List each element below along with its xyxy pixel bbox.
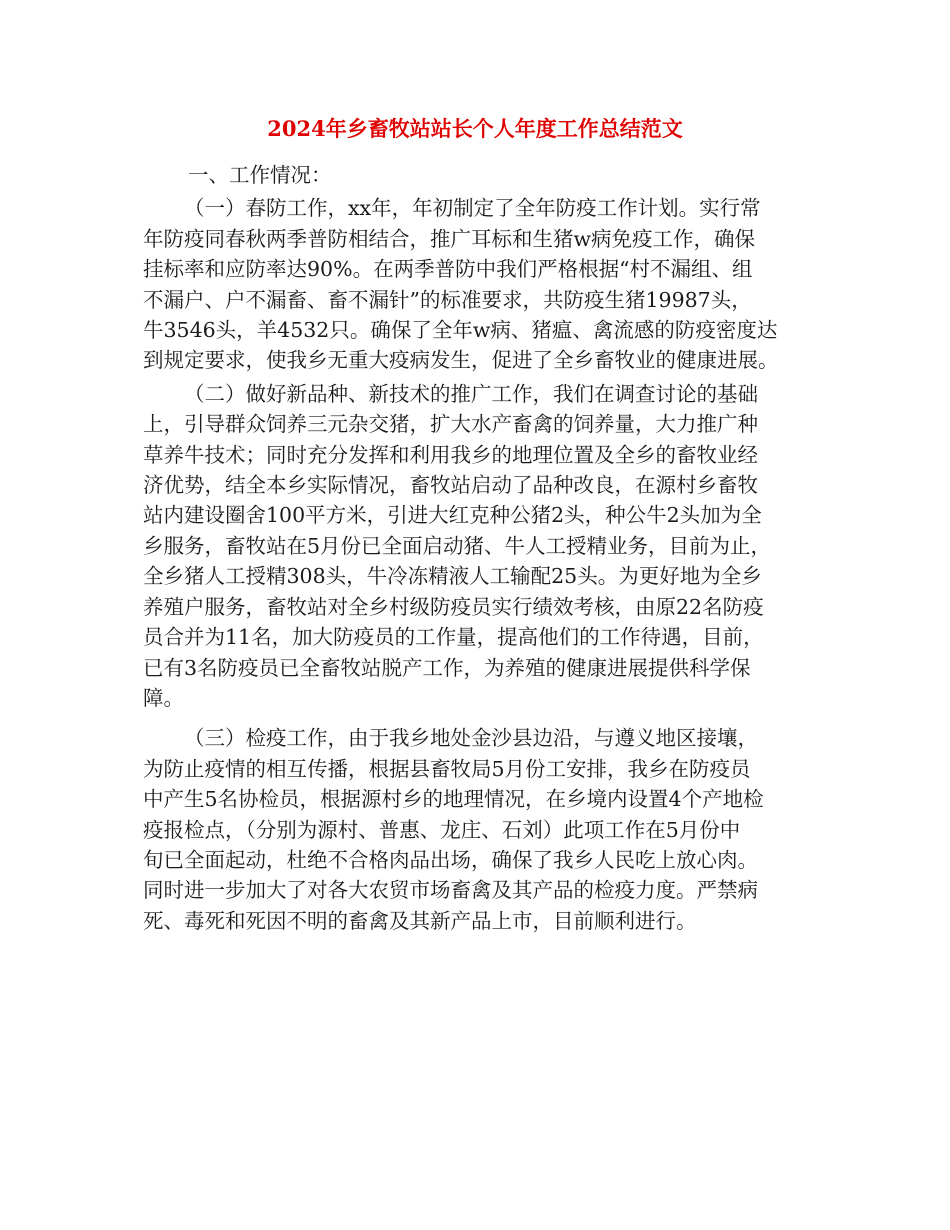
paragraph-line: 牛3546头，羊4532只。确保了全年w病、猪瘟、禽流感的防疫密度达	[143, 318, 778, 343]
paragraph-line: 障。	[143, 685, 184, 710]
paragraph-line: 为防止疫情的相互传播，根据县畜牧局5月份工安排，我乡在防疫员	[143, 756, 751, 781]
paragraph-line: 年防疫同春秋两季普防相结合，推广耳标和生猪w病免疫工作，确保	[143, 226, 756, 251]
section-heading: 一、工作情况：	[188, 163, 332, 187]
paragraph-line: 疫报检点，（分别为源村、普惠、龙庄、石刘）此项工作在5月份中	[143, 817, 741, 842]
paragraph-new-breeds	[143, 379, 813, 713]
paragraph-line: 旬已全面起动，杜绝不合格肉品出场，确保了我乡人民吃上放心肉。	[143, 847, 758, 872]
paragraph-quarantine	[143, 723, 813, 936]
paragraph-line: 站内建设圈舍100平方米，引进大红克种公猪2头，种公牛2头加为全	[143, 503, 762, 528]
paragraph-line: 上，引导群众饲养三元杂交猪，扩大水产畜禽的饲养量，大力推广种	[143, 412, 758, 437]
paragraph-line: 全乡猪人工授精308头，牛冷冻精液人工输配25头。为更好地为全乡	[143, 564, 762, 589]
paragraph-line: 死、毒死和死因不明的畜禽及其新产品上市，目前顺利进行。	[143, 908, 697, 933]
paragraph-spring-prevention	[143, 193, 813, 375]
paragraph-line: （二）做好新品种、新技术的推广工作，我们在调查讨论的基础	[184, 381, 758, 406]
paragraph-line: 中产生5名协检员，根据源村乡的地理情况，在乡境内设置4个产地检	[143, 787, 764, 812]
document-title: 2024年乡畜牧站站长个人年度工作总结范文	[267, 116, 683, 141]
paragraph-line: 到规定要求，使我乡无重大疫病发生，促进了全乡畜牧业的健康进展。	[143, 348, 779, 373]
document-body	[143, 160, 813, 936]
paragraph-line: 养殖户服务，畜牧站对全乡村级防疫员实行绩效考核，由原22名防疫	[143, 594, 764, 619]
paragraph-line: 挂标率和应防率达90%。在两季普防中我们严格根据“村不漏组、组	[143, 257, 753, 282]
spacer	[143, 713, 813, 723]
paragraph-line: 不漏户、户不漏畜、畜不漏针”的标准要求，共防疫生猪19987头，	[143, 287, 752, 312]
paragraph-line: 草养牛技术；同时充分发挥和利用我乡的地理位置及全乡的畜牧业经	[143, 442, 758, 467]
paragraph-line: 同时进一步加大了对各大农贸市场畜禽及其产品的检疫力度。严禁病	[143, 878, 758, 903]
paragraph-line: 已有3名防疫员已全畜牧站脱产工作，为养殖的健康进展提供科学保	[143, 655, 751, 680]
paragraph-line: 济优势，结全本乡实际情况，畜牧站启动了品种改良，在源村乡畜牧	[143, 473, 758, 498]
paragraph-line: （三）检疫工作，由于我乡地处金沙县边沿，与遵义地区接壤，	[184, 726, 758, 751]
paragraph-line: 乡服务，畜牧站在5月份已全面启动猪、牛人工授精业务，目前为止，	[143, 533, 772, 558]
paragraph-line: 员合并为11名，加大防疫员的工作量，提高他们的工作待遇，目前，	[143, 625, 764, 650]
paragraph-line: （一）春防工作，xx年，年初制定了全年防疫工作计划。实行常	[184, 196, 761, 221]
